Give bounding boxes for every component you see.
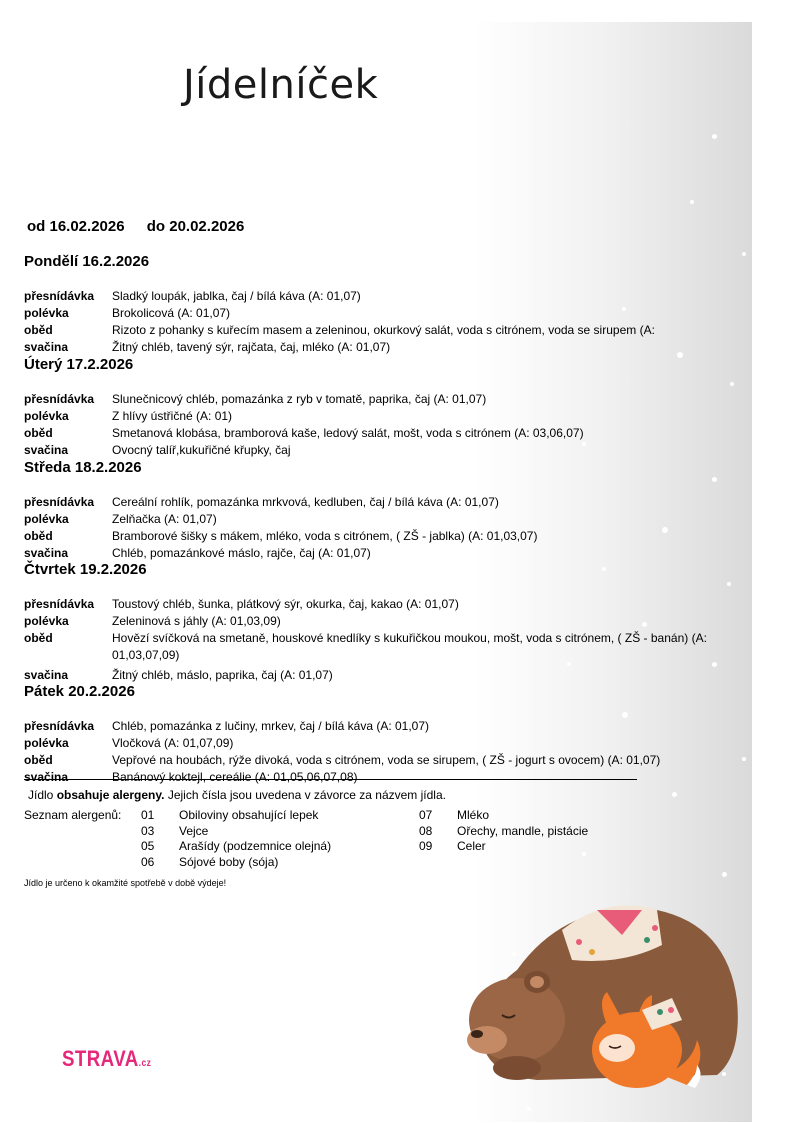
meal-row-snack-pm	[24, 769, 744, 786]
meal-row-snack-am	[24, 596, 744, 613]
meal-text: Ovocný talíř,kukuřičné křupky, čaj	[112, 443, 291, 457]
meal-text: Zeleninová s jáhly (A: 01,03,09)	[112, 614, 281, 628]
allergen-number: 07	[419, 808, 433, 822]
meal-row-soup	[24, 305, 744, 322]
allergen-list-left	[141, 808, 331, 870]
day-title: Středa 18.2.2026	[24, 459, 142, 476]
meal-text: Vločková (A: 01,07,09)	[112, 736, 234, 750]
meal-row-snack-am	[24, 391, 744, 408]
period-from: od 16.02.2026	[27, 218, 125, 235]
day-block-monday	[24, 253, 744, 356]
page-title: Jídelníček	[183, 62, 379, 108]
allergen-note-suffix: Jejich čísla jsou uvedena v závorce za názvem jídla.	[164, 788, 446, 802]
meal-text: Chléb, pomazánka z lučiny, mrkev, čaj / bílá káva (A: 01,07)	[112, 719, 430, 733]
meal-text: Sladký loupák, jablka, čaj / bílá káva (A: 01,07)	[112, 289, 361, 303]
allergen-item	[141, 808, 331, 824]
meal-text: Chléb, pomazánkové máslo, rajče, čaj (A: 01,07)	[112, 546, 371, 560]
snowflake	[432, 1027, 437, 1032]
meal-text: Žitný chléb, máslo, paprika, čaj (A: 01,07)	[112, 668, 333, 682]
meal-text: Cereální rohlík, pomazánka mrkvová, kedluben, čaj / bílá káva (A: 01,07)	[112, 495, 499, 509]
allergen-name: Vejce	[179, 823, 209, 838]
meal-row-snack-pm	[24, 545, 744, 562]
allergen-note	[28, 788, 446, 802]
allergen-number: 08	[419, 823, 433, 838]
meal-label: přesnídávka	[24, 495, 95, 509]
meal-row-lunch	[24, 425, 744, 442]
meal-row-snack-pm	[24, 339, 744, 356]
allergen-item	[141, 855, 331, 871]
meal-row-lunch	[24, 528, 744, 545]
meal-row-snack-am	[24, 718, 744, 735]
meal-label: přesnídávka	[24, 392, 95, 406]
allergen-name: Obiloviny obsahující lepek	[179, 808, 319, 822]
snowflake	[690, 200, 694, 204]
logo-suffix-text: .cz	[138, 1058, 152, 1069]
consumption-footnote: Jídlo je určeno k okamžité spotřebě v době výdeje!	[24, 878, 227, 888]
separator-line	[24, 779, 637, 780]
allergen-name: Celer	[457, 839, 486, 853]
meal-row-snack-am	[24, 494, 744, 511]
allergen-note-bold: obsahuje alergeny.	[56, 788, 165, 802]
meal-label: oběd	[24, 753, 53, 767]
allergen-list-label: Seznam alergenů:	[24, 808, 122, 822]
allergen-name: Arašídy (podzemnice olejná)	[179, 839, 332, 853]
meal-label: přesnídávka	[24, 719, 95, 733]
allergen-number: 03	[141, 823, 155, 838]
day-title: Čtvrtek 19.2.2026	[24, 561, 147, 578]
meal-label: přesnídávka	[24, 289, 95, 303]
meal-row-snack-pm	[24, 667, 744, 684]
snowflake	[672, 792, 677, 797]
allergen-item	[141, 839, 331, 855]
meal-row-soup	[24, 613, 744, 630]
day-block-wednesday	[24, 459, 744, 562]
meal-row-lunch	[24, 322, 744, 339]
meal-label: svačina	[24, 668, 69, 682]
allergen-number: 09	[419, 839, 433, 853]
snowflake	[402, 917, 406, 921]
meal-text: Smetanová klobása, bramborová kaše, ledový salát, mošt, voda s citrónem (A: 03,06,07)	[112, 426, 584, 440]
meal-label: svačina	[24, 340, 69, 354]
meal-label: oběd	[24, 529, 53, 543]
meal-text: Žitný chléb, tavený sýr, rajčata, čaj, mléko (A: 01,07)	[112, 340, 391, 354]
meal-text: Brokolicová (A: 01,07)	[112, 306, 231, 320]
meal-row-snack-am	[24, 288, 744, 305]
meal-label: svačina	[24, 546, 69, 560]
allergen-item	[419, 824, 588, 840]
logo-main-text: STRAVA	[62, 1046, 139, 1071]
allergen-number: 06	[141, 854, 155, 869]
period-to: do 20.02.2026	[146, 218, 245, 235]
meal-label: polévka	[24, 736, 69, 750]
meal-text: Zelňačka (A: 01,07)	[112, 512, 217, 526]
day-block-tuesday	[24, 356, 744, 459]
meal-row-lunch	[24, 630, 744, 664]
meal-row-soup	[24, 511, 744, 528]
menu-period	[27, 218, 262, 235]
meal-label: polévka	[24, 306, 69, 320]
allergen-list-right	[419, 808, 588, 855]
bear-fox-illustration	[447, 880, 747, 1110]
meal-label: polévka	[24, 409, 69, 423]
meal-label: svačina	[24, 443, 69, 457]
meal-label: svačina	[24, 770, 69, 784]
meal-text: Hovězí svíčková na smetaně, houskové knedlíky s kukuřičkou moukou, mošt, voda s citrónem, ( ZŠ - banán) (A: 01,03,07,09)	[112, 631, 707, 662]
day-title: Úterý 17.2.2026	[24, 356, 134, 373]
meal-row-snack-pm	[24, 442, 744, 459]
meal-text: Banánový koktejl, cereálie (A: 01,05,06,07,08)	[112, 770, 358, 784]
allergen-note-prefix: Jídlo	[28, 788, 57, 802]
meal-label: polévka	[24, 512, 69, 526]
meal-text: Z hlívy ústřičné (A: 01)	[112, 409, 233, 423]
day-title: Pondělí 16.2.2026	[24, 253, 150, 270]
meal-label: oběd	[24, 631, 53, 645]
meal-row-soup	[24, 735, 744, 752]
day-block-friday	[24, 683, 744, 786]
allergen-item	[419, 839, 588, 855]
menu-page	[22, 22, 752, 1122]
meal-text: Rizoto z pohanky s kuřecím masem a zeleninou, okurkový salát, voda s citrónem, voda se sirupem (A:	[112, 323, 655, 337]
meal-text: Slunečnicový chléb, pomazánka z ryb v tomatě, paprika, čaj (A: 01,07)	[112, 392, 487, 406]
meal-text: Bramborové šišky s mákem, mléko, voda s citrónem, ( ZŠ - jablka) (A: 01,03,07)	[112, 529, 538, 543]
meal-label: přesnídávka	[24, 597, 95, 611]
meal-row-soup	[24, 408, 744, 425]
day-block-thursday	[24, 561, 744, 684]
day-title: Pátek 20.2.2026	[24, 683, 135, 700]
allergen-name: Ořechy, mandle, pistácie	[457, 823, 589, 838]
allergen-item	[419, 808, 588, 824]
allergen-number: 05	[141, 839, 155, 853]
strava-logo	[62, 1046, 151, 1072]
allergen-name: Sójové boby (sója)	[179, 854, 279, 869]
meal-text: Toustový chléb, šunka, plátkový sýr, okurka, čaj, kakao (A: 01,07)	[112, 597, 459, 611]
allergen-item	[141, 824, 331, 840]
meal-text: Vepřové na houbách, rýže divoká, voda s citrónem, voda se sirupem, ( ZŠ - jogurt s ovocem) (A: 01,07)	[112, 753, 661, 767]
allergen-number: 01	[141, 808, 155, 822]
snowflake	[712, 134, 717, 139]
meal-row-lunch	[24, 752, 744, 769]
snowflake	[722, 872, 727, 877]
allergen-name: Mléko	[457, 808, 490, 822]
meal-label: oběd	[24, 323, 53, 337]
meal-label: polévka	[24, 614, 69, 628]
meal-label: oběd	[24, 426, 53, 440]
